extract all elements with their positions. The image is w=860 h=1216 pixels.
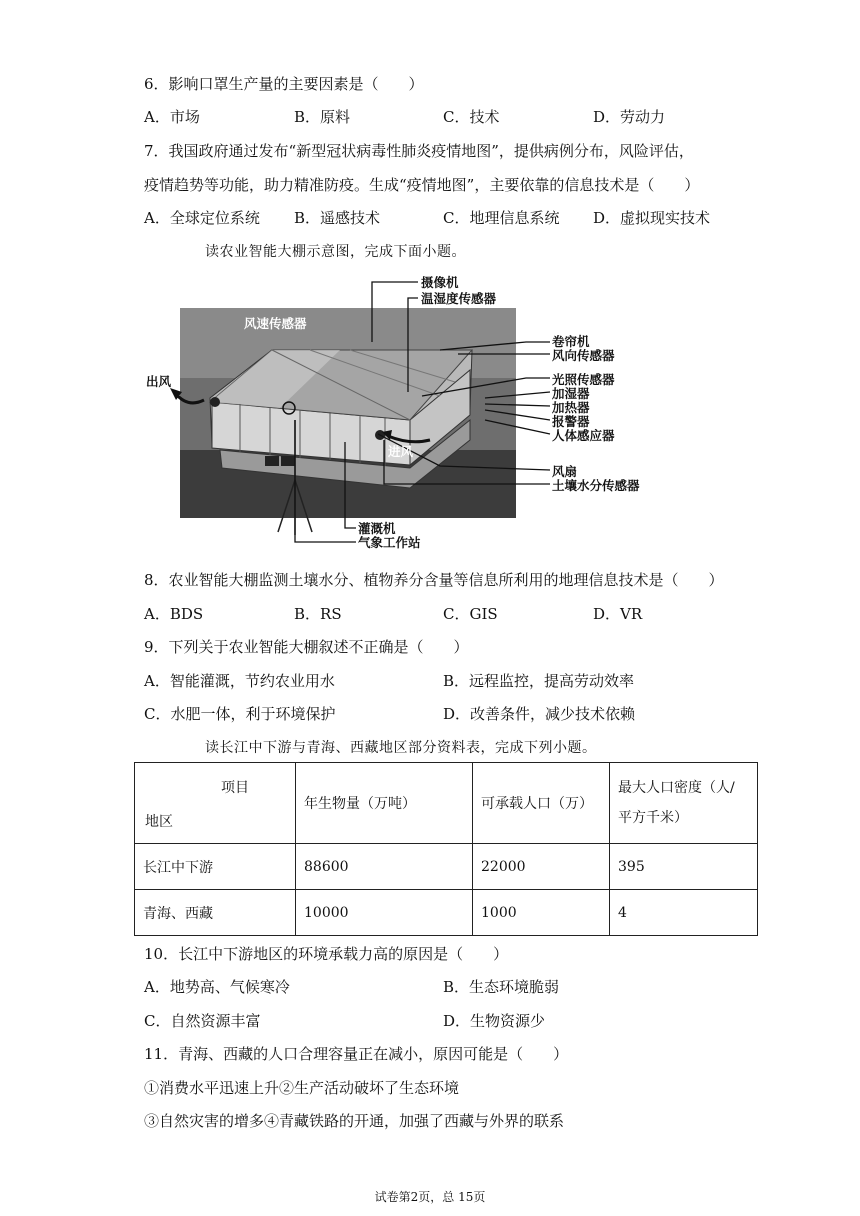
- label-wind-direction-sensor: 风向传感器: [552, 348, 615, 363]
- label-fan: 风扇: [552, 464, 578, 479]
- q8-option-c[interactable]: C．GIS: [443, 605, 498, 623]
- table-row: [135, 844, 758, 890]
- q7-stem-line2: 疫情趋势等功能，助力精准防疫。生成“疫情地图”，主要依靠的信息技术是（ ）: [144, 176, 700, 194]
- q7-option-a[interactable]: A．全球定位系统: [144, 209, 260, 227]
- cell-density: 395: [610, 844, 758, 890]
- q7-option-d[interactable]: D．虚拟现实技术: [593, 209, 711, 227]
- q6-option-d[interactable]: D．劳动力: [593, 108, 666, 126]
- label-irrigator: 灌溉机: [358, 521, 396, 536]
- q7-stem-line1: 7．我国政府通过发布“新型冠状病毒性肺炎疫情地图”，提供病例分布，风险评估，: [144, 142, 694, 160]
- header-diagonal-cell: [135, 763, 296, 844]
- q8-option-a[interactable]: A．BDS: [144, 605, 204, 623]
- label-soil-moisture-sensor: 土壤水分传感器: [552, 478, 640, 493]
- q6-option-a[interactable]: A．市场: [144, 108, 200, 126]
- header-density-line1: 最大人口密度（人/: [618, 780, 735, 796]
- q11-statement-line2: ③自然灾害的增多④青藏铁路的开通，加强了西藏与外界的联系: [144, 1112, 565, 1130]
- label-light-sensor: 光照传感器: [552, 372, 615, 387]
- q6-option-c[interactable]: C．技术: [443, 108, 500, 126]
- label-curtain-machine: 卷帘机: [552, 334, 590, 349]
- cell-biomass: 88600: [296, 844, 473, 890]
- q6-stem: 6．影响口罩生产量的主要因素是（ ）: [144, 75, 424, 93]
- greenhouse-structure: [210, 350, 472, 488]
- cell-biomass: 10000: [296, 890, 473, 936]
- header-density: [610, 763, 758, 844]
- greenhouse-intro: 读农业智能大棚示意图，完成下面小题。: [205, 244, 466, 260]
- page-footer: 试卷第2页，总 15页: [374, 1190, 486, 1204]
- label-temp-humidity-sensor: 温湿度传感器: [421, 291, 497, 306]
- q10-option-b[interactable]: B．生态环境脆弱: [443, 978, 560, 996]
- header-population: 可承载人口（万）: [473, 763, 610, 844]
- q9-option-c[interactable]: C．水肥一体，利于环境保护: [144, 705, 336, 723]
- q11-statement-line1: ①消费水平迅速上升②生产活动破坏了生态环境: [144, 1079, 460, 1097]
- q10-stem: 10．长江中下游地区的环境承载力高的原因是（ ）: [144, 945, 509, 963]
- label-humidifier: 加湿器: [552, 386, 590, 401]
- table-intro: 读长江中下游与青海、西藏地区部分资料表，完成下列小题。: [205, 740, 597, 756]
- label-weather-station: 气象工作站: [358, 535, 421, 550]
- q10-option-c[interactable]: C．自然资源丰富: [144, 1012, 261, 1030]
- q6-option-b[interactable]: B．原料: [294, 108, 351, 126]
- q10-option-a[interactable]: A．地势高、气候寒冷: [144, 978, 290, 996]
- cell-population: 22000: [473, 844, 610, 890]
- label-wind-speed-sensor: 风速传感器: [244, 316, 307, 331]
- greenhouse-diagram: [140, 270, 680, 560]
- header-density-line2: 平方千米）: [618, 810, 688, 826]
- q9-option-b[interactable]: B．远程监控，提高劳动效率: [443, 672, 635, 690]
- label-alarm: 报警器: [552, 414, 590, 429]
- q8-stem: 8．农业智能大棚监测土壤水分、植物养分含量等信息所利用的地理信息技术是（ ）: [144, 571, 724, 589]
- header-item-label: 项目: [221, 780, 249, 796]
- header-region-label: 地区: [145, 814, 173, 830]
- cell-region: 青海、西藏: [135, 890, 296, 936]
- header-biomass: 年生物量（万吨）: [296, 763, 473, 844]
- cell-population: 1000: [473, 890, 610, 936]
- label-heater: 加热器: [552, 400, 590, 415]
- q10-option-d[interactable]: D．生物资源少: [443, 1012, 546, 1030]
- q9-stem: 9．下列关于农业智能大棚叙述不正确是（ ）: [144, 638, 469, 656]
- label-human-sensor: 人体感应器: [552, 428, 615, 443]
- cell-region: 长江中下游: [135, 844, 296, 890]
- q7-option-c[interactable]: C．地理信息系统: [443, 209, 560, 227]
- q11-stem: 11．青海、西藏的人口合理容量正在减小，原因可能是（ ）: [144, 1045, 569, 1063]
- label-camera: 摄像机: [421, 275, 459, 290]
- label-inflow: 进风: [388, 444, 414, 459]
- q9-option-d[interactable]: D．改善条件，减少技术依赖: [443, 705, 636, 723]
- table-header-row: [135, 763, 758, 844]
- label-outflow: 出风: [146, 374, 172, 389]
- q8-option-d[interactable]: D．VR: [593, 605, 643, 623]
- q8-option-b[interactable]: B．RS: [294, 605, 342, 623]
- q7-option-b[interactable]: B．遥感技术: [294, 209, 381, 227]
- table-row: [135, 890, 758, 936]
- cell-density: 4: [610, 890, 758, 936]
- q9-option-a[interactable]: A．智能灌溉，节约农业用水: [144, 672, 335, 690]
- region-data-table: [134, 762, 758, 936]
